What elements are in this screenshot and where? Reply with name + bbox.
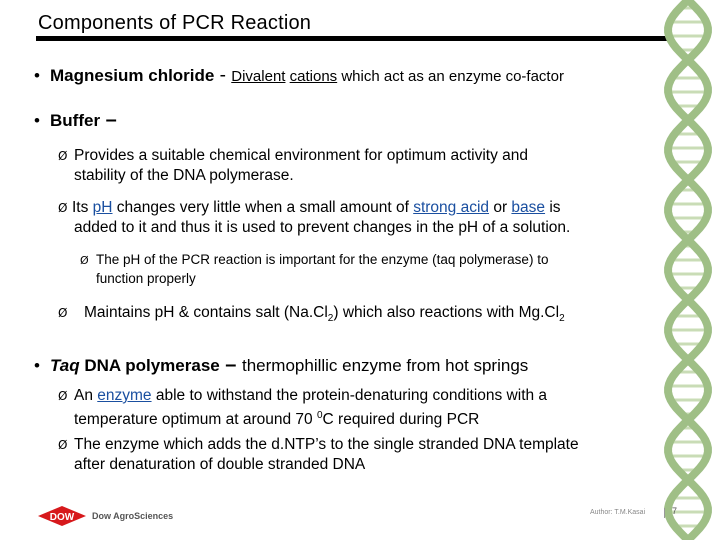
arrow-icon: Ø xyxy=(58,438,68,452)
taq-point-1 xyxy=(58,386,547,430)
text: ) which also reactions with Mg.Cl xyxy=(333,304,560,321)
superscript: 0 xyxy=(316,410,323,421)
line: stability of the DNA polymerase. xyxy=(74,167,294,184)
line: after denaturation of double stranded DNA xyxy=(74,456,366,473)
bullet-taq-polymerase xyxy=(34,355,528,376)
text: is xyxy=(545,199,561,216)
bullet-dot: • xyxy=(34,356,40,375)
dash: – xyxy=(219,354,242,376)
line: The pH of the PCR reaction is important for the enzyme (taq polymerase) to xyxy=(96,252,549,267)
bullet-dot: • xyxy=(34,111,40,130)
text: Maintains pH & contains salt (Na.Cl xyxy=(84,304,328,321)
dow-agrosciences-logo xyxy=(36,504,196,528)
text: An xyxy=(74,387,98,404)
base-link[interactable]: base xyxy=(511,199,546,216)
enzyme-link[interactable]: enzyme xyxy=(97,387,152,404)
arrow-icon: Ø xyxy=(58,201,68,215)
buffer-point-1 xyxy=(58,146,528,186)
title-rule xyxy=(36,36,668,41)
dash: - xyxy=(214,65,232,86)
buffer-point-2 xyxy=(58,198,570,238)
line: function properly xyxy=(96,271,196,286)
text: temperature optimum at around 70 xyxy=(74,411,317,429)
line: Provides a suitable chemical environment for optimum activity and xyxy=(74,147,529,164)
dow-diamond-icon xyxy=(36,504,196,528)
line: added to it and thus it is used to prevent changes in the pH of a solution. xyxy=(74,219,571,236)
dash: – xyxy=(100,109,117,131)
text: Its xyxy=(72,199,93,216)
arrow-icon: Ø xyxy=(58,149,68,163)
buffer-point-4 xyxy=(58,303,565,329)
footer-separator xyxy=(664,508,665,518)
logo-text: DOW xyxy=(49,512,75,523)
term-taq: Taq xyxy=(50,356,80,375)
taq-point-2 xyxy=(58,435,579,475)
bullet1-rest: which act as an enzyme co-factor xyxy=(337,68,564,85)
page-title: Components of PCR Reaction xyxy=(38,12,312,34)
term-dna-polymerase: DNA polymerase xyxy=(79,356,220,375)
arrow-icon: Ø xyxy=(58,306,68,320)
strong-acid-link[interactable]: strong acid xyxy=(413,199,490,216)
text: able to withstand the protein-denaturing conditions with a xyxy=(151,387,548,404)
bullet-magnesium-chloride xyxy=(34,66,564,87)
page-number: 7 xyxy=(672,506,678,516)
company-name: Dow AgroSciences xyxy=(92,511,174,521)
bullet3-rest: thermophillic enzyme from hot springs xyxy=(242,356,529,375)
text: C required during PCR xyxy=(322,411,480,429)
buffer-point-3 xyxy=(80,251,548,288)
bullet-buffer xyxy=(34,110,117,131)
bullet-dot: • xyxy=(34,66,40,85)
arrow-icon: Ø xyxy=(58,389,68,403)
cations-link[interactable]: cations xyxy=(289,68,338,85)
term-buffer: Buffer xyxy=(50,111,101,130)
footer-author: Author: T.M.Kasai xyxy=(590,509,646,516)
dna-helix-graphic xyxy=(656,0,720,540)
ph-link[interactable]: pH xyxy=(92,199,113,216)
text: changes very little when a small amount of xyxy=(112,199,414,216)
text: or xyxy=(489,199,512,216)
arrow-icon: Ø xyxy=(80,254,89,267)
subscript: 2 xyxy=(327,313,334,325)
term-magnesium: Magnesium chloride xyxy=(50,66,215,85)
divalent-link[interactable]: Divalent xyxy=(231,68,286,85)
subscript: 2 xyxy=(559,313,565,325)
line: The enzyme which adds the d.NTP’s to the single stranded DNA template xyxy=(74,436,579,453)
